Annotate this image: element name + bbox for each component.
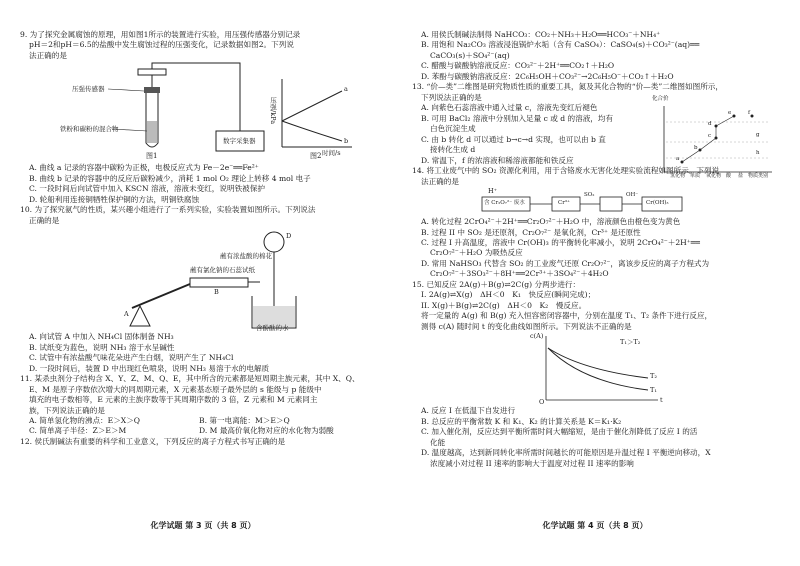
q13-class-element: 单质 xyxy=(690,173,701,180)
q13-point-d: d xyxy=(708,121,712,128)
q13-option-a: A. 向紫色石蕊溶液中通入过量 c，溶液先变红后褪色 xyxy=(421,103,598,113)
fig1-label-iron-carbon-mix: 铁粉和碳粉的混合物 xyxy=(60,125,119,134)
q13-option-d: D. 常温下，f 的浓溶液和稀溶液都能和铁反应 xyxy=(421,155,574,165)
question-11 xyxy=(20,374,386,437)
q12-option-c: C. 醋酸与碳酸钠溶液反应：CO₃²⁻＋2H⁺══CO₂↑＋H₂O xyxy=(421,61,615,71)
q10-option-a: A. 向试管 A 中加入 NH₄Cl 固体制备 NH₃ xyxy=(29,332,174,342)
fig1-label-data-collector: 数字采集器 xyxy=(223,137,256,146)
q13-point-g: g xyxy=(756,132,760,139)
q14-label-cr3: Cr³⁺ xyxy=(558,200,570,207)
q15-y-axis-label: c(A) xyxy=(530,332,544,341)
q14-option-a: A. 转化过程 2CrO₄²⁻＋2H⁺══Cr₂O₇²⁻＋H₂O 中，溶液颜色由橙色变为黄色 xyxy=(421,217,681,227)
q9-stem-line: 9. 为了探究金属腐蚀的原理，用如图1所示的装置进行实验，用压强传感器分别记录 xyxy=(20,30,301,39)
q15-stem-line: I. 2A(g)⇌X(g) ΔH＜0 K₁ 快反应(瞬间完成)； xyxy=(421,290,596,300)
q15-stem-line: 测得 c(A) 随时间 t 的变化曲线如图所示。下列说法不正确的是 xyxy=(421,321,632,331)
q11-stem-line: 11. 某杀虫剂分子结构含 X、Y、Z、M、Q、E，其中所含的元素都是短周期主族元素，其中 X、Q、 xyxy=(20,374,360,384)
fig2-x-axis-label: 时间/s xyxy=(322,149,341,158)
q14-label-oh: OH⁻ xyxy=(626,192,639,199)
q9-option-a: A. 曲线 a 记录的容器中碳粉为正极，电极反应式为 Fe－2e⁻══Fe²⁺ xyxy=(29,163,259,173)
fig2-curve-b-label: b xyxy=(344,137,349,146)
q12-option-d: D. 苯酚与碳酸钠溶液反应：2C₆H₅OH＋CO₃²⁻→2C₆H₅O⁻＋CO₂↑＋H₂O xyxy=(421,71,674,81)
q14-flow-diagram xyxy=(412,187,778,217)
q10-label-d: D xyxy=(286,232,292,241)
q13-option-b-cont: 白色沉淀生成 xyxy=(430,124,476,134)
question-10 xyxy=(20,205,386,374)
q13-point-c: c xyxy=(708,133,712,140)
fig1-caption: 图1 xyxy=(146,152,158,161)
q13-point-a: a xyxy=(676,156,680,163)
q11-stem-line: 填充的电子数相等，E 元素的主族序数等于其周期序数的 3 倍，Z 元素和 M 元素同主 xyxy=(29,395,318,405)
q12-stem-line: 12. 侯氏制碱法有重要的科学和工业意义，下列反应的离子方程式书写正确的是 xyxy=(20,436,286,446)
q15-option-c-cont: 化能 xyxy=(430,437,446,447)
q10-label-phenolphthalein-water: 含酚酞的水 xyxy=(256,324,289,333)
q11-stem-line: E、M 是原子序数依次增大的同周期元素，X 元素基态原子最外层的 s 能级与 p 能级中 xyxy=(29,384,322,394)
left-page-footer: 化学试题 第 3 页（共 8 页） xyxy=(150,521,256,530)
q15-concentration-graph xyxy=(412,332,778,406)
fig2-y-axis-label: 压强/kPa xyxy=(268,97,277,125)
q12-option-b-cont: CaCO₃(s)＋SO₄²⁻(aq) xyxy=(430,50,510,60)
q13-option-c-cont: 接转化生成 d xyxy=(430,145,476,155)
q13-options xyxy=(412,103,648,166)
q14-label-so2: SO₂ xyxy=(584,192,595,199)
q14-option-c: C. 过程 I 升高温度，溶液中 Cr(OH)₃ 的平衡转化率减小，说明 2CrO₄²⁻＋2H⁺══ xyxy=(421,237,700,247)
q15-stem-line: II. X(g)＋B(g)⇌2C(g) ΔH＜0 K₂ 慢反应。 xyxy=(421,300,587,310)
q10-figure xyxy=(20,226,386,332)
q10-option-d: D. 一段时间后，装置 D 中出现红色喷泉，说明 NH₃ 易溶于水的电解质 xyxy=(29,363,270,373)
q13-option-c: C. 由 b 转化 d 可以通过 b→c→d 实现，也可以由 b 直 xyxy=(421,134,606,144)
q9-stem-line: pH＝2和pH＝6.5的盐酸中发生腐蚀过程的压强变化，记录数据如图2。下列说 xyxy=(29,40,294,50)
q14-label-waste-water: 含 Cr₂O₇²⁻ 废水 xyxy=(484,200,525,207)
q15-origin-label: O xyxy=(539,398,545,407)
q10-option-b: B. 试纸变为蓝色，说明 NH₃ 溶于水呈碱性 xyxy=(29,342,175,352)
q13-y-axis-label: 化合价 xyxy=(652,96,669,103)
fig2-curve-a-label: a xyxy=(344,85,348,94)
q15-stem-line: 将一定量的 A(g) 和 B(g) 充入恒容密闭容器中，分别在温度 T₁、T₂ 条件下进行反应， xyxy=(421,311,713,321)
q11-option-row xyxy=(20,416,386,426)
q15-option-a: A. 反应 I 在低温下自发进行 xyxy=(421,406,516,416)
q10-stem-line: 正确的是 xyxy=(29,215,60,225)
question-9 xyxy=(20,30,386,205)
q15-x-axis-label: t xyxy=(660,396,663,405)
q14-option-d-cont: Cr₂O₇²⁻＋3SO₃²⁻＋8H⁺══2Cr³⁺＋3SO₄²⁻＋4H₂O xyxy=(430,269,609,279)
q14-label-cr-oh-3: Cr(OH)₃ xyxy=(646,200,669,207)
left-page xyxy=(20,30,386,447)
q15-option-c: C. 加入催化剂，反应达到平衡所需时间大幅缩短，是由于催化剂降低了反应 I 的活 xyxy=(421,427,698,437)
q11-option-row xyxy=(20,426,386,436)
q15-stem-line: 15. 已知反应 2A(g)＋B(g)⇌2C(g) 分两步进行： xyxy=(412,279,581,289)
q13-class-salt: 盐 xyxy=(738,173,744,180)
q14-flow-svg xyxy=(412,187,778,217)
q11-option-c: C. 简单离子半径：Z＞E＞M xyxy=(29,426,127,436)
q13-point-b: b xyxy=(694,145,698,152)
q12-option-a: A. 用侯氏制碱法制得 NaHCO₃：CO₂＋NH₃＋H₂O══HCO₃⁻＋NH₄⁺ xyxy=(421,30,661,39)
q15-option-b: B. 总反应的平衡常数 K 和 K₁、K₂ 的计算关系是 K＝K₁·K₂ xyxy=(421,416,622,426)
q12-option-b: B. 用饱和 Na₂CO₃ 溶液浸泡锅炉水垢（含有 CaSO₄）：CaSO₄(s)＋CO₃²⁻(aq)══ xyxy=(421,40,700,50)
q15-temp-relation: T₁＞T₂ xyxy=(620,338,641,347)
q13-valence-class-diagram xyxy=(652,96,776,184)
question-12-stem xyxy=(20,437,386,447)
right-page-footer: 化学试题 第 4 页（共 8 页） xyxy=(542,521,648,530)
question-15 xyxy=(412,280,778,469)
q13-class-acid: 酸 xyxy=(726,173,732,180)
q15-option-d: D. 温度越高，达到新同转化率所需时间越长的可能原因是升温过程 I 平衡逆向移动，X xyxy=(421,448,711,458)
q10-figure-svg xyxy=(20,226,386,332)
q9-figures xyxy=(20,61,386,163)
q9-option-d: D. 轮船利用连接铜牺牲保护铜的方法，明铜铁腐蚀 xyxy=(29,194,200,204)
q14-option-c-cont: Cr₂O₇²⁻＋H₂O 为吸热反应 xyxy=(430,248,523,258)
q14-stem-line: 法正确的是 xyxy=(421,176,459,186)
q13-point-f: f xyxy=(748,110,751,117)
q9-option-b: B. 曲线 b 记录的容器中的反应后碳粉减少，消耗 1 mol O₂ 理论上转移 4 mol 电子 xyxy=(29,173,311,183)
fig1-label-pressure-sensor: 压强传感器 xyxy=(72,85,105,94)
question-12-options xyxy=(412,30,778,82)
q15-curve-t1-label: T₁ xyxy=(650,386,657,395)
q10-option-c: C. 试管中有浓盐酸气味花朵进产生白烟，说明产生了 NH₄Cl xyxy=(29,353,234,363)
q15-curve-t2-label: T₂ xyxy=(650,372,657,381)
q14-stem-line: 14. 将工业废气中的 SO₂ 资源化利用，用于含铬废水无害化处理实验流程如图所示。下列说 xyxy=(412,166,720,176)
q10-label-litmus-paper: 蘸有氯化钠的石蕊试纸 xyxy=(190,266,255,275)
q14-label-h-plus: H⁺ xyxy=(488,187,498,196)
q13-stem-line: 13. “价—类”二维图是研究物质性质的重要工具，氮及其化合物的“价—类”二维图如图所示， xyxy=(412,82,723,92)
q13-option-b: B. 可用 BaCl₂ 溶液中分别加入足量 c 或 d 的溶液，均有 xyxy=(421,113,614,123)
q13-stem-line: 下列说法正确的是 xyxy=(421,92,482,102)
fig2-caption: 图2 xyxy=(310,152,322,161)
q13-class-oxide: 氧化物 xyxy=(706,173,722,180)
q10-stem-line: 10. 为了探究氨气的性质，某兴趣小组进行了一系列实验，实验装置如图所示。下列说法 xyxy=(20,205,316,215)
right-page xyxy=(412,30,778,469)
q14-option-b: B. 过程 II 中 SO₂ 是还原剂，Cr₂O₇²⁻ 是氧化剂，Cr³⁺ 是还原性 xyxy=(421,227,641,237)
q13-x-axis-label: 物质类别 xyxy=(748,173,769,180)
q15-option-d-cont: 浓度减小对过程 II 速率的影响大于温度对过程 II 速率的影响 xyxy=(430,458,634,468)
q14-option-d: D. 常用 NaHSO₃ 代替含 SO₂ 的工业废气还原 Cr₂O₇²⁻，离该步反应的离子方程式为 xyxy=(421,258,710,268)
q13-point-h: h xyxy=(756,150,760,157)
q11-stem-line: 族，下列说法正确的是 xyxy=(29,405,105,415)
q13-point-e: e xyxy=(728,110,732,117)
q10-label-a: A xyxy=(124,310,129,319)
q9-option-c: C. 一段时间后向试管中加入 KSCN 溶液，溶液未变红，说明铁被保护 xyxy=(29,184,265,194)
q13-class-hydride: 氢化物 xyxy=(670,173,686,180)
q9-stem-line: 法正确的是 xyxy=(29,50,67,60)
q11-option-a: A. 简单氢化物的沸点：E＞X＞Q xyxy=(29,415,141,425)
q11-option-d: D. M 最高价氧化物对应的水化物为弱酸 xyxy=(199,426,334,436)
q10-label-b: B xyxy=(214,288,219,297)
q10-label-hcl-cotton: 蘸有浓盐酸的棉花 xyxy=(220,252,272,261)
q11-option-b: B. 第一电离能：M＞E＞Q xyxy=(199,415,290,425)
q15-graph-svg xyxy=(412,332,778,406)
